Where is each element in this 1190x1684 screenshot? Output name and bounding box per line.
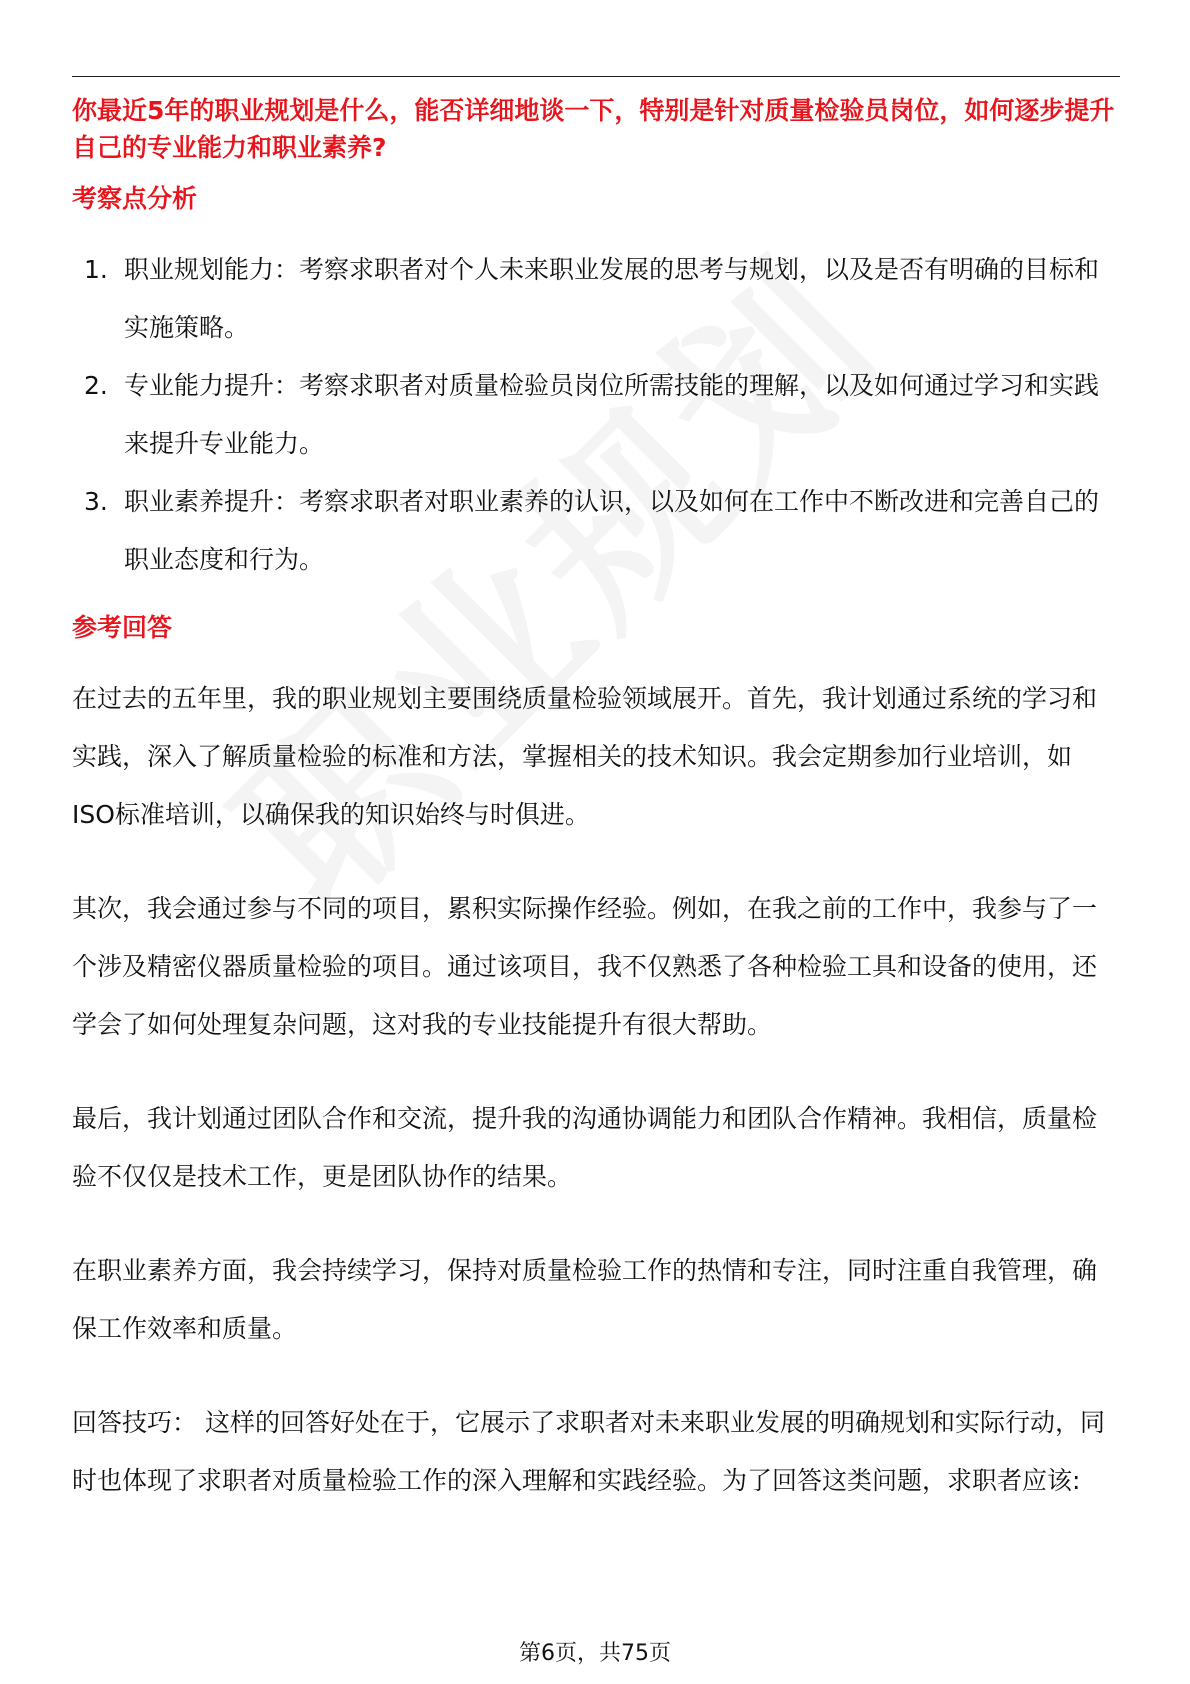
point-text: 职业规划能力：考察求职者对个人未来职业发展的思考与规划，以及是否有明确的目标和实施策略。 bbox=[124, 255, 1100, 342]
page-number-footer: 第6页，共75页 bbox=[519, 1641, 671, 1666]
analysis-points-list bbox=[72, 241, 1120, 589]
point-number: 2. bbox=[84, 371, 108, 400]
point-number: 3. bbox=[84, 487, 108, 516]
answer-paragraph: 在职业素养方面，我会持续学习，保持对质量检验工作的热情和专注，同时注重自我管理，确保工作效率和质量。 bbox=[72, 1256, 1098, 1343]
answer-paragraph: 最后，我计划通过团队合作和交流，提升我的沟通协调能力和团队合作精神。我相信，质量检验不仅仅是技术工作，更是团队协作的结果。 bbox=[72, 1104, 1098, 1191]
answer-tips-paragraph: 回答技巧： 这样的回答好处在于，它展示了求职者对未来职业发展的明确规划和实际行动，同时也体现了求职者对质量检验工作的深入理解和实践经验。为了回答这类问题，求职者应该: bbox=[72, 1408, 1105, 1495]
answer-section-title: 参考回答 bbox=[72, 613, 173, 642]
answer-paragraph: 在过去的五年里，我的职业规划主要围绕质量检验领域展开。首先，我计划通过系统的学习和实践，深入了解质量检验的标准和方法，掌握相关的技术知识。我会定期参加行业培训，如ISO标准培训，以确保我的知识始终与时俱进。 bbox=[72, 684, 1098, 829]
question-heading: 你最近5年的职业规划是什么，能否详细地谈一下，特别是针对质量检验员岗位，如何逐步提升自己的专业能力和职业素养? bbox=[72, 96, 1115, 162]
header-rule bbox=[72, 76, 1120, 77]
point-number: 1. bbox=[84, 255, 108, 284]
analysis-point bbox=[72, 473, 1120, 589]
point-text: 专业能力提升：考察求职者对质量检验员岗位所需技能的理解，以及如何通过学习和实践来提升专业能力。 bbox=[124, 371, 1100, 458]
analysis-point bbox=[72, 241, 1120, 357]
analysis-section-title: 考察点分析 bbox=[72, 184, 198, 213]
analysis-point bbox=[72, 357, 1120, 473]
document-body bbox=[72, 92, 1120, 1510]
point-text: 职业素养提升：考察求职者对职业素养的认识，以及如何在工作中不断改进和完善自己的职业态度和行为。 bbox=[124, 487, 1100, 574]
answer-paragraph: 其次，我会通过参与不同的项目，累积实际操作经验。例如，在我之前的工作中，我参与了一个涉及精密仪器质量检验的项目。通过该项目，我不仅熟悉了各种检验工具和设备的使用，还学会了如何处理复杂问题，这对我的专业技能提升有很大帮助。 bbox=[72, 894, 1098, 1039]
